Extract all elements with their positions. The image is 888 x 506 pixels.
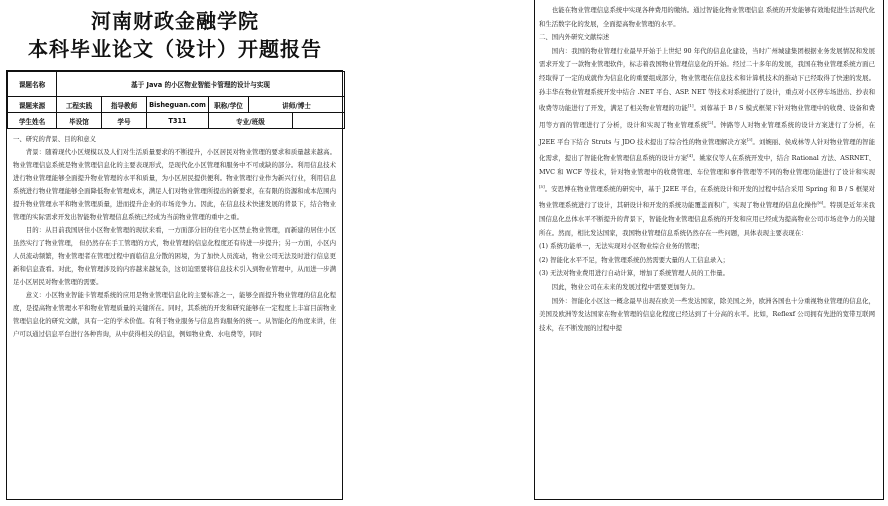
domestic-text-f: 。安思博在物业管理系统的研究中，基于 J2EE 平台，在系统设计和开发的过程中结合采用 Spring 和 B / S 框架对物业管理系统进行了设计，其研设计和开发的系统功能覆盖面积广，实现了物业管理的信息化操作 <box>539 184 875 210</box>
domestic-text-c: 。钟路等人对物业管理系统的设计方案进行了分析，在 J2EE 平台下结合 Struts 与 JDO 技术提出了综合性的物业管理解决方案 <box>539 121 876 146</box>
paragraph-domestic <box>539 45 875 240</box>
school-title: 河南财政金融学院 <box>91 9 259 33</box>
issue-item-1: (1) 系统功能单一，无法实现对小区物业综合业务的管理； <box>539 242 704 251</box>
domestic-text-a: 国内：我国的物业管理行业最早开始于上世纪 90 年代的信息化建设，当时广州城建集团根据业务发展情况和发展需求开发了一款物业管理软件，标志着我国物业管理信息化的开始。经过二十多年的发展，我国在物业管理系统方面已经取得了一定的成就作为信息化的重要组成部分，物业管理在信息技术和计算机技术的推动下已经取得了快速的发展。孙丰华在物业管理系统开发中结合 .NET 平台、ASP. NET 等技术对系统进行了设计，重点对小区停车场进出、抄表和收费等功能进行了开发，满足了相关物业管理的功能 <box>539 46 875 113</box>
advisor-label: 指导教师 <box>102 97 147 113</box>
right-body-text <box>535 0 883 335</box>
domestic-text-g: 。特别是近年来我国信息化总体水平不断提升的背景下，智能化物业管理信息系统的开发和应用已经成为提高物业公司市场竞争力的关键所在。然而，相比发达国家，我国物业管理信息系统仍然存在一些问题，具体表现主要表现在： <box>539 201 876 237</box>
right-page <box>530 0 888 506</box>
table-row <box>8 72 345 97</box>
table-row <box>8 113 345 129</box>
table-row <box>8 97 345 113</box>
citation-6: [6] <box>817 200 824 206</box>
paragraph-background: 背景：随着现代小区规模以及人们对生活质量要求的不断提升，小区居民对物业管理的要求和质量越来越高。物业管理信息系统是物业管理信息化的主要表现形式，是现代化小区管理和服务中不可或缺的部分。利用信息技术进行物业管理能够全面提升物业管理的水平和质量，为小区居民提供便利。物业管理行业作为新兴行业，利用信息系统进行物业管理能够全面降低物业管理成本，满足人们对物业管理所提出的新要求，在有限的资源和成本范围内提升物业管理水平和物业管理质量，进而提升企业的市场竞争力。因此，在信息技术快速发展的背景下，结合物业管理的实际需求开发出智能物业管理信息系统已经成为当前物业管理的重中之重。 <box>13 148 336 221</box>
topic-value: 基于 Java 的小区物业智能卡管理的设计与实现 <box>57 72 345 97</box>
issue-item-2: (2) 智能化水平不足，物业管理系统仍然需要大量的人工信息录入； <box>539 255 730 264</box>
citation-1: [1] <box>687 103 694 109</box>
id-label: 学号 <box>102 113 147 129</box>
page-gutter <box>350 0 530 506</box>
major-label: 专业/班级 <box>209 113 293 129</box>
citation-2: [2] <box>707 119 714 125</box>
left-body-text <box>7 129 342 341</box>
student-value: 毕设馆 <box>57 113 102 129</box>
paragraph-significance: 意义：小区物业智能卡管理系统的应用是物业管理信息化的主要标准之一，能够全面提升物业管理的信息化程度，是提高物业管理水平和物业管理质量的关键所在。同时，其系统的开发和研究能够在一定程度上丰富目前物业管理信息化的研究文献，具有一定的学术价值。有利于物业服务与信息咨询服务的统一。从智能化的角度来讲，住户可以通过信息平台进行各种咨询，从中获得相关的信息，例如物业费、水电费等，同时 <box>13 291 336 338</box>
citation-5: [5] <box>539 183 545 189</box>
section-heading-1: 一、研究的背景、目的和意义 <box>13 135 97 143</box>
paragraph-purpose: 目的：从目前我国居住小区物业管理的现状来看，一方面部分旧的住宅小区禁止物业管理，而新建的居住小区虽然实行了物业管理， 但仍然存在手工管理的方式，物业管理的信息化程度还有待进一步提升；另一方面，小区内人员流动频繁，物业管理者在管理过程中面临信息分散的困境，为了加快人员流动，物业公司无法及时进行信息更新和信息查看。对此，物业管理涉及的内容越来越复杂，这切迫需要将信息技术引入到物业管理中，从而进一步满足小区居民对物业管理的需要。 <box>13 226 336 286</box>
citation-4: [4] <box>687 153 693 159</box>
advisor-value: Bisheguan.com <box>147 97 209 113</box>
domestic-text-d: 。刘婉丽、侯成林等人针对物业管理的智能化需求，提出了智能化物业管理信息系统的设计方案 <box>539 137 875 163</box>
major-value <box>293 113 345 129</box>
title-value: 讲师/博士 <box>249 97 345 113</box>
info-table <box>7 71 345 129</box>
paragraph-foreign: 国外：智能化小区这一概念最早出现在欧美一些发达国家，除美国之外，欧洲各国也十分重视物业管理的信息化，美国及欧洲等发达国家在物业管理的信息化程度已经达到了十分高的水平。比如，Reflexf 公司拥有先进的宽带互联网技术，在不断发展的过程中提 <box>539 296 875 332</box>
proposal-frame <box>6 70 343 500</box>
paragraph-conclusion: 因此，物业公司在未来的发展过程中需要更加努力。 <box>551 283 699 292</box>
title-label: 职称/学位 <box>209 97 249 113</box>
citation-3: [3] <box>746 136 753 142</box>
id-value: T311 <box>147 113 209 129</box>
section-heading-2: 二、国内外研究文献综述 <box>539 33 610 42</box>
domestic-text-e: 。姚家仪等人在系统开发中，结合 Rational 方法、ASRNET、MVC 和 WCF 等技术，针对物业管理中的收费管理、车位管理和事件管理等不同的物业管理功能进行了设计和实现 <box>539 154 876 177</box>
topic-label: 课题名称 <box>8 72 57 97</box>
report-title: 本科毕业论文（设计）开题报告 <box>28 37 322 61</box>
issue-item-3: (3) 无法对物业费用进行自动计算，增加了系统管理人员的工作量。 <box>539 269 730 278</box>
source-value: 工程实践 <box>57 97 102 113</box>
source-label: 课题来源 <box>8 97 57 113</box>
paragraph-continued: 也能在物业管理信息系统中实现各种费用的缴纳。通过智能化物业管理信息 系统的开发能够有效地促进生活现代化和生活数字化的发展，全面提高物业管理的水平。 <box>539 6 875 28</box>
domestic-text-b: 。刘蓉基于 B / S 模式框架下针对物业管理中的收费、设备和费用等方面的管理进行了分析，设计和实现了物业管理系统 <box>539 104 876 129</box>
student-label: 学生姓名 <box>8 113 57 129</box>
left-page <box>0 0 350 506</box>
right-frame <box>534 0 884 500</box>
